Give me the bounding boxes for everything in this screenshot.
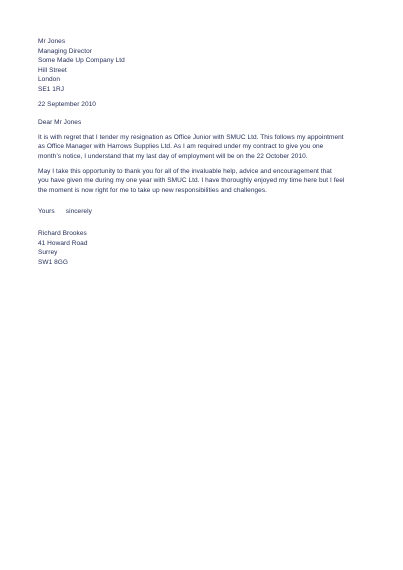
recipient-postcode: SE1 1RJ <box>38 85 65 93</box>
recipient-street: Hill Street <box>38 66 67 74</box>
body-paragraph-1-line: month’s notice, I understand that my last day of employment will be on the 22 October 2010. <box>38 152 308 160</box>
sender-address <box>38 229 368 267</box>
body-paragraph-2-line: you have given me during my one year with SMUC Ltd. I have thoroughly enjoyed my time here but I feel <box>38 177 345 185</box>
sender-street: 41 Howard Road <box>38 239 88 247</box>
body-paragraph-1-line: It is with regret that I tender my resignation as Office Junior with SMUC Ltd. This follows my appointment <box>38 133 344 141</box>
sender-name: Richard Brookes <box>38 229 87 237</box>
closing: Yours sincerely <box>38 208 92 216</box>
resignation-letter <box>38 37 368 267</box>
recipient-city: London <box>38 76 60 84</box>
recipient-address <box>38 37 368 95</box>
body-paragraph-2 <box>38 167 368 196</box>
body-paragraph-2-line: the moment is now right for me to take up new responsibilities and challenges. <box>38 186 267 194</box>
body-paragraph-1 <box>38 133 368 162</box>
sender-county: Surrey <box>38 249 58 257</box>
recipient-name: Mr Jones <box>38 38 66 45</box>
body-paragraph-2-line: May I take this opportunity to thank you for all of the invaluable help, advice and encouragement that <box>38 167 332 175</box>
body-paragraph-1-line: as Office Manager with Harrows Supplies Ltd. As I am required under my contract to give you one <box>38 143 324 151</box>
sender-postcode: SW1 8GG <box>38 258 68 266</box>
letter-date: 22 September 2010 <box>38 100 96 108</box>
recipient-title: Managing Director <box>38 47 92 55</box>
salutation: Dear Mr Jones <box>38 119 82 127</box>
recipient-company: Some Made Up Company Ltd <box>38 57 125 65</box>
